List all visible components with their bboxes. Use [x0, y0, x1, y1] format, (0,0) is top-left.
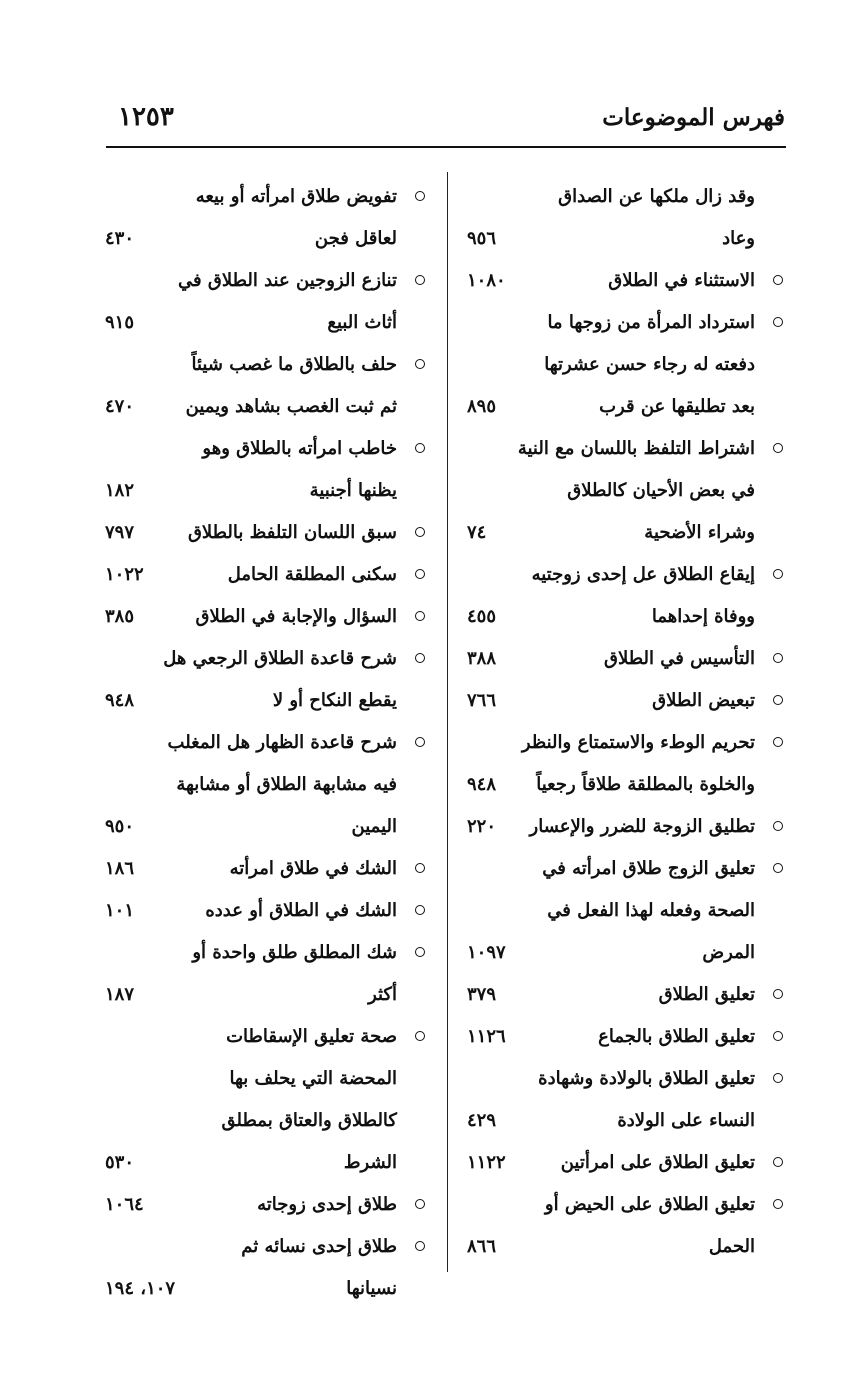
entry-text: تعليق الطلاق — [658, 984, 755, 1005]
entry-line — [105, 512, 427, 554]
entry-text: استرداد المرأة من زوجها ما — [547, 312, 755, 333]
bullet-icon — [415, 863, 425, 873]
entry-text: تعليق الطلاق على الحيض أو — [544, 1194, 755, 1215]
entry-text: الشك في طلاق امرأته — [229, 858, 397, 879]
entry-page-number: ١٠١ — [105, 900, 135, 921]
entry-text: والخلوة بالمطلقة طلاقاً رجعياً — [536, 774, 755, 795]
entry-line — [467, 344, 785, 386]
bullet-icon — [773, 653, 783, 663]
entry-text: حلف بالطلاق ما غصب شيئاً — [191, 354, 397, 375]
index-entry — [467, 1184, 785, 1268]
bullet-icon — [415, 275, 425, 285]
entry-page-number: ٩٤٨ — [467, 774, 497, 795]
entry-text: تعليق الطلاق بالجماع — [598, 1026, 755, 1047]
entry-line — [105, 890, 427, 932]
entry-line — [105, 1184, 427, 1226]
index-column-left — [105, 176, 427, 1310]
index-entry — [105, 932, 427, 1016]
bullet-icon — [415, 1241, 425, 1251]
index-entry — [467, 680, 785, 722]
entry-text: بعد تطليقها عن قرب — [599, 396, 755, 417]
entry-page-number: ٤٣٠ — [105, 228, 135, 249]
entry-page-number: ١٠٧، ١٩٤ — [105, 1278, 176, 1299]
entry-line — [467, 1058, 785, 1100]
entry-line — [105, 932, 427, 974]
entry-text: يظنها أجنبية — [309, 480, 397, 501]
bullet-icon — [415, 653, 425, 663]
entry-line — [105, 722, 427, 764]
entry-line — [105, 1058, 427, 1100]
bullet-icon — [415, 611, 425, 621]
entry-line — [467, 512, 785, 554]
bullet-icon — [773, 695, 783, 705]
index-entry — [467, 806, 785, 848]
entry-page-number: ١٨٦ — [105, 858, 135, 879]
entry-text: كالطلاق والعتاق بمطلق — [221, 1110, 397, 1131]
bullet-icon — [773, 863, 783, 873]
entry-page-number: ١٠٦٤ — [105, 1194, 144, 1215]
entry-line — [467, 260, 785, 302]
index-entry — [105, 176, 427, 260]
entry-text: صحة تعليق الإسقاطات — [226, 1026, 397, 1047]
entry-line — [467, 470, 785, 512]
entry-text: تنازع الزوجين عند الطلاق في — [178, 270, 397, 291]
entry-line — [467, 1226, 785, 1268]
entry-line — [105, 386, 427, 428]
bullet-icon — [773, 569, 783, 579]
index-column-right — [467, 176, 785, 1268]
index-entry — [467, 554, 785, 638]
entry-page-number: ٨٦٦ — [467, 1236, 497, 1257]
entry-text: أكثر — [368, 984, 397, 1005]
bullet-icon — [773, 737, 783, 747]
entry-page-number: ٤٢٩ — [467, 1110, 497, 1131]
entry-line — [105, 344, 427, 386]
bullet-icon — [773, 317, 783, 327]
index-entry — [467, 1016, 785, 1058]
entry-text: الاستثناء في الطلاق — [608, 270, 755, 291]
entry-page-number: ١٠٨٠ — [467, 270, 506, 291]
entry-page-number: ٢٢٠ — [467, 816, 497, 837]
index-entry — [105, 638, 427, 722]
bullet-icon — [415, 191, 425, 201]
entry-page-number: ١٨٢ — [105, 480, 135, 501]
entry-text: اشتراط التلفظ باللسان مع النية — [517, 438, 755, 459]
entry-page-number: ٥٣٠ — [105, 1152, 135, 1173]
entry-line — [467, 680, 785, 722]
entry-text: تعليق الطلاق بالولادة وشهادة — [538, 1068, 755, 1089]
entry-line — [105, 176, 427, 218]
entry-line — [105, 764, 427, 806]
entry-text: لعاقل فجن — [314, 228, 397, 249]
entry-line — [467, 932, 785, 974]
index-entry — [105, 1016, 427, 1184]
entry-line — [467, 764, 785, 806]
index-entry — [467, 302, 785, 428]
bullet-icon — [415, 443, 425, 453]
bullet-icon — [773, 443, 783, 453]
entry-text: تبعيض الطلاق — [652, 690, 755, 711]
index-entry — [105, 344, 427, 428]
bullet-icon — [415, 527, 425, 537]
index-entry — [105, 596, 427, 638]
bullet-icon — [415, 359, 425, 369]
entry-page-number: ١٨٧ — [105, 984, 135, 1005]
page-number: ١٢٥٣ — [118, 102, 174, 132]
bullet-icon — [773, 821, 783, 831]
entry-page-number: ٣٨٨ — [467, 648, 497, 669]
entry-line — [105, 302, 427, 344]
entry-text: تحريم الوطء والاستمتاع والنظر — [521, 732, 755, 753]
page-title: فهرس الموضوعات — [602, 104, 785, 131]
entry-text: خاطب امرأته بالطلاق وهو — [202, 438, 397, 459]
entry-line — [105, 848, 427, 890]
bullet-icon — [415, 569, 425, 579]
bullet-icon — [773, 989, 783, 999]
entry-text: السؤال والإجابة في الطلاق — [195, 606, 397, 627]
entry-line — [467, 806, 785, 848]
header-divider — [106, 146, 786, 148]
entry-line — [105, 1100, 427, 1142]
index-entry — [105, 428, 427, 512]
entry-page-number: ٣٨٥ — [105, 606, 135, 627]
entry-page-number: ٩٤٨ — [105, 690, 135, 711]
index-entry — [105, 512, 427, 554]
entry-text: التأسيس في الطلاق — [604, 648, 755, 669]
entry-line — [467, 890, 785, 932]
index-entry — [105, 848, 427, 890]
entry-text: أثاث البيع — [327, 312, 397, 333]
entry-text: إيقاع الطلاق عل إحدى زوجتيه — [531, 564, 755, 585]
entry-page-number: ٧٩٧ — [105, 522, 135, 543]
bullet-icon — [415, 905, 425, 915]
index-entry — [105, 722, 427, 848]
entry-line — [467, 302, 785, 344]
entry-page-number: ١١٢٦ — [467, 1026, 506, 1047]
entry-page-number: ١١٢٢ — [467, 1152, 506, 1173]
bullet-icon — [415, 1031, 425, 1041]
entry-line — [105, 974, 427, 1016]
entry-text: الحمل — [708, 1236, 755, 1257]
entry-text: المرض — [702, 942, 755, 963]
index-entry — [105, 1226, 427, 1310]
entry-text: فيه مشابهة الطلاق أو مشابهة — [176, 774, 397, 795]
entry-text: الصحة وفعله لهذا الفعل في — [547, 900, 755, 921]
entry-line — [467, 1100, 785, 1142]
entry-line — [467, 596, 785, 638]
bullet-icon — [415, 947, 425, 957]
entry-text: وشراء الأضحية — [644, 522, 755, 543]
bullet-icon — [773, 1031, 783, 1041]
entry-line — [105, 1016, 427, 1058]
bullet-icon — [415, 1199, 425, 1209]
entry-text: وعاد — [722, 228, 755, 249]
entry-text: شرح قاعدة الطلاق الرجعي هل — [163, 648, 397, 669]
entry-page-number: ٤٥٥ — [467, 606, 497, 627]
bullet-icon — [415, 737, 425, 747]
entry-line — [105, 470, 427, 512]
entry-line — [105, 428, 427, 470]
entry-line — [105, 680, 427, 722]
entry-line — [105, 1226, 427, 1268]
column-divider — [447, 172, 448, 1272]
entry-text: سكنى المطلقة الحامل — [227, 564, 397, 585]
entry-text: تعليق الطلاق على امرأتين — [560, 1152, 755, 1173]
entry-line — [105, 596, 427, 638]
index-entry — [467, 428, 785, 554]
entry-page-number: ٤٧٠ — [105, 396, 135, 417]
entry-page-number: ٩١٥ — [105, 312, 135, 333]
entry-line — [467, 386, 785, 428]
entry-page-number: ٩٥٠ — [105, 816, 135, 837]
entry-text: اليمين — [351, 816, 397, 837]
entry-line — [105, 260, 427, 302]
entry-line — [467, 722, 785, 764]
index-entry — [105, 260, 427, 344]
bullet-icon — [773, 1199, 783, 1209]
entry-text: ووفاة إحداهما — [651, 606, 755, 627]
index-entry — [105, 554, 427, 596]
bullet-icon — [773, 1073, 783, 1083]
entry-line — [467, 218, 785, 260]
entry-line — [467, 638, 785, 680]
index-entry — [467, 974, 785, 1016]
bullet-icon — [773, 1157, 783, 1167]
entry-line — [105, 554, 427, 596]
entry-line — [467, 428, 785, 470]
entry-text: طلاق إحدى نسائه ثم — [241, 1236, 397, 1257]
entry-text: الشرط — [343, 1152, 397, 1173]
entry-page-number: ١٠٢٢ — [105, 564, 144, 585]
entry-line — [467, 554, 785, 596]
entry-page-number: ٣٧٩ — [467, 984, 497, 1005]
entry-page-number: ٩٥٦ — [467, 228, 497, 249]
bullet-icon — [773, 275, 783, 285]
entry-line — [105, 638, 427, 680]
entry-text: تطليق الزوجة للضرر والإعسار — [529, 816, 755, 837]
entry-text: النساء على الولادة — [617, 1110, 755, 1131]
entry-text: في بعض الأحيان كالطلاق — [567, 480, 755, 501]
index-entry — [467, 1142, 785, 1184]
entry-line — [105, 806, 427, 848]
entry-line — [467, 1142, 785, 1184]
entry-page-number: ٧٦٦ — [467, 690, 497, 711]
entry-line — [467, 848, 785, 890]
entry-line — [467, 1184, 785, 1226]
entry-text: المحضة التي يحلف بها — [229, 1068, 397, 1089]
entry-text: ثم ثبت الغصب بشاهد ويمين — [185, 396, 397, 417]
entry-line — [467, 176, 785, 218]
entry-page-number: ٧٤ — [467, 522, 487, 543]
entry-text: الشك في الطلاق أو عدده — [205, 900, 397, 921]
entry-line — [105, 1268, 427, 1310]
entry-text: تعليق الزوج طلاق امرأته في — [542, 858, 755, 879]
entry-line — [467, 974, 785, 1016]
index-entry — [105, 890, 427, 932]
entry-text: يقطع النكاح أو لا — [272, 690, 397, 711]
entry-page-number: ١٠٩٧ — [467, 942, 506, 963]
entry-text: وقد زال ملكها عن الصداق — [558, 186, 755, 207]
entry-text: شرح قاعدة الظهار هل المغلب — [167, 732, 397, 753]
entry-text: سبق اللسان التلفظ بالطلاق — [187, 522, 397, 543]
index-entry — [467, 722, 785, 806]
entry-text: شك المطلق طلق واحدة أو — [192, 942, 397, 963]
entry-line — [105, 1142, 427, 1184]
entry-line — [105, 218, 427, 260]
entry-text: نسيانها — [346, 1278, 397, 1299]
index-entry — [105, 1184, 427, 1226]
index-entry — [467, 260, 785, 302]
entry-text: تفويض طلاق امرأته أو بيعه — [195, 186, 397, 207]
entry-page-number: ٨٩٥ — [467, 396, 497, 417]
index-entry — [467, 848, 785, 974]
index-entry — [467, 638, 785, 680]
entry-text: طلاق إحدى زوجاته — [257, 1194, 397, 1215]
entry-text: دفعته له رجاء حسن عشرتها — [544, 354, 755, 375]
index-entry — [467, 176, 785, 260]
index-entry — [467, 1058, 785, 1142]
entry-line — [467, 1016, 785, 1058]
